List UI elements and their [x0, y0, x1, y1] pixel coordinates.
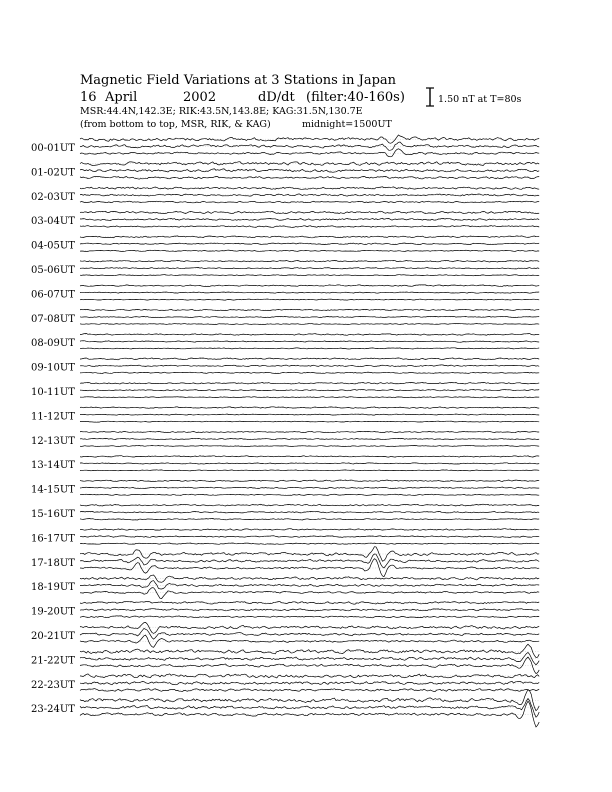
trace-rik [80, 414, 539, 415]
order-note: (from bottom to top, MSR, RIK, & KAG) [80, 119, 271, 130]
date-year: 2002 [183, 90, 217, 105]
trace-kag [80, 456, 539, 457]
trace-msr [80, 635, 539, 647]
trace-rik [80, 365, 539, 367]
row-label: 02-03UT [31, 191, 75, 203]
trace-msr [80, 372, 539, 374]
trace-rik [80, 628, 539, 639]
trace-kag [80, 260, 539, 262]
row-label: 19-20UT [31, 606, 75, 618]
row-label: 05-06UT [31, 265, 75, 276]
trace-kag [80, 358, 539, 360]
scale-bar [426, 88, 522, 106]
row-label: 09-10UT [31, 362, 75, 374]
row-label: 08-09UT [31, 338, 75, 350]
trace-kag [80, 334, 539, 336]
trace-kag [80, 644, 539, 657]
trace-kag [80, 211, 539, 213]
trace-rows [31, 135, 540, 727]
row-label: 14-15UT [31, 484, 75, 496]
trace-rik [80, 438, 539, 439]
row-label: 15-16UT [31, 509, 75, 520]
filter-label: (filter:40-160s) [306, 90, 405, 105]
trace-rik [80, 341, 539, 343]
trace-msr [80, 348, 539, 349]
row-label: 10-11UT [31, 387, 75, 398]
row-label: 21-22UT [31, 655, 75, 667]
trace-msr [80, 324, 539, 325]
trace-msr [80, 616, 539, 618]
trace-msr [80, 201, 539, 203]
trace-kag [80, 529, 539, 531]
trace-msr [80, 397, 539, 398]
trace-rik [80, 292, 539, 293]
trace-kag [80, 431, 539, 433]
row-label: 06-07UT [31, 289, 75, 301]
row-label: 16-17UT [31, 533, 75, 545]
trace-msr [80, 250, 539, 251]
row-label: 01-02UT [31, 167, 75, 179]
scale-bar-label: 1.50 nT at T=80s [438, 94, 522, 105]
row-label: 17-18UT [31, 557, 75, 569]
chart-title: Magnetic Field Variations at 3 Stations in Japan [80, 73, 397, 88]
midnight-label: midnight=1500UT [302, 119, 392, 130]
trace-rik [80, 609, 539, 611]
row-label: 23-24UT [31, 704, 75, 716]
row-label: 04-05UT [31, 240, 75, 252]
trace-kag [80, 575, 539, 582]
trace-rik [80, 536, 539, 538]
trace-kag [80, 135, 539, 143]
trace-msr [80, 299, 539, 300]
row-label: 20-21UT [31, 631, 75, 642]
row-label: 03-04UT [31, 216, 75, 228]
trace-kag [80, 407, 539, 409]
trace-msr [80, 275, 539, 276]
trace-msr [80, 421, 539, 422]
row-label: 18-19UT [31, 582, 75, 594]
trace-msr [80, 176, 539, 179]
trace-kag [80, 622, 539, 633]
date-day: 16 [80, 90, 97, 105]
date-month: April [105, 90, 138, 105]
trace-rik [80, 169, 539, 173]
trace-msr [80, 588, 539, 599]
trace-rik [80, 463, 539, 464]
trace-kag [80, 187, 539, 190]
row-label: 00-01UT [31, 143, 75, 154]
trace-msr [80, 701, 539, 727]
row-label: 11-12UT [31, 411, 75, 423]
trace-msr [80, 543, 539, 544]
quantity-label: dD/dt [258, 90, 295, 105]
trace-rik [80, 316, 539, 317]
trace-rik [80, 581, 539, 589]
trace-msr [80, 226, 539, 228]
row-label: 12-13UT [31, 435, 75, 447]
trace-kag [80, 309, 539, 310]
trace-msr [80, 445, 539, 446]
row-label: 07-08UT [31, 313, 75, 325]
trace-rik [80, 268, 539, 269]
trace-kag [80, 480, 539, 482]
stations-label: MSR:44.4N,142.3E; RIK:43.5N,143.8E; KAG:31.5N,130.7E [80, 106, 363, 117]
row-label: 22-23UT [31, 679, 75, 691]
trace-msr [80, 149, 539, 157]
row-label: 13-14UT [31, 460, 75, 472]
